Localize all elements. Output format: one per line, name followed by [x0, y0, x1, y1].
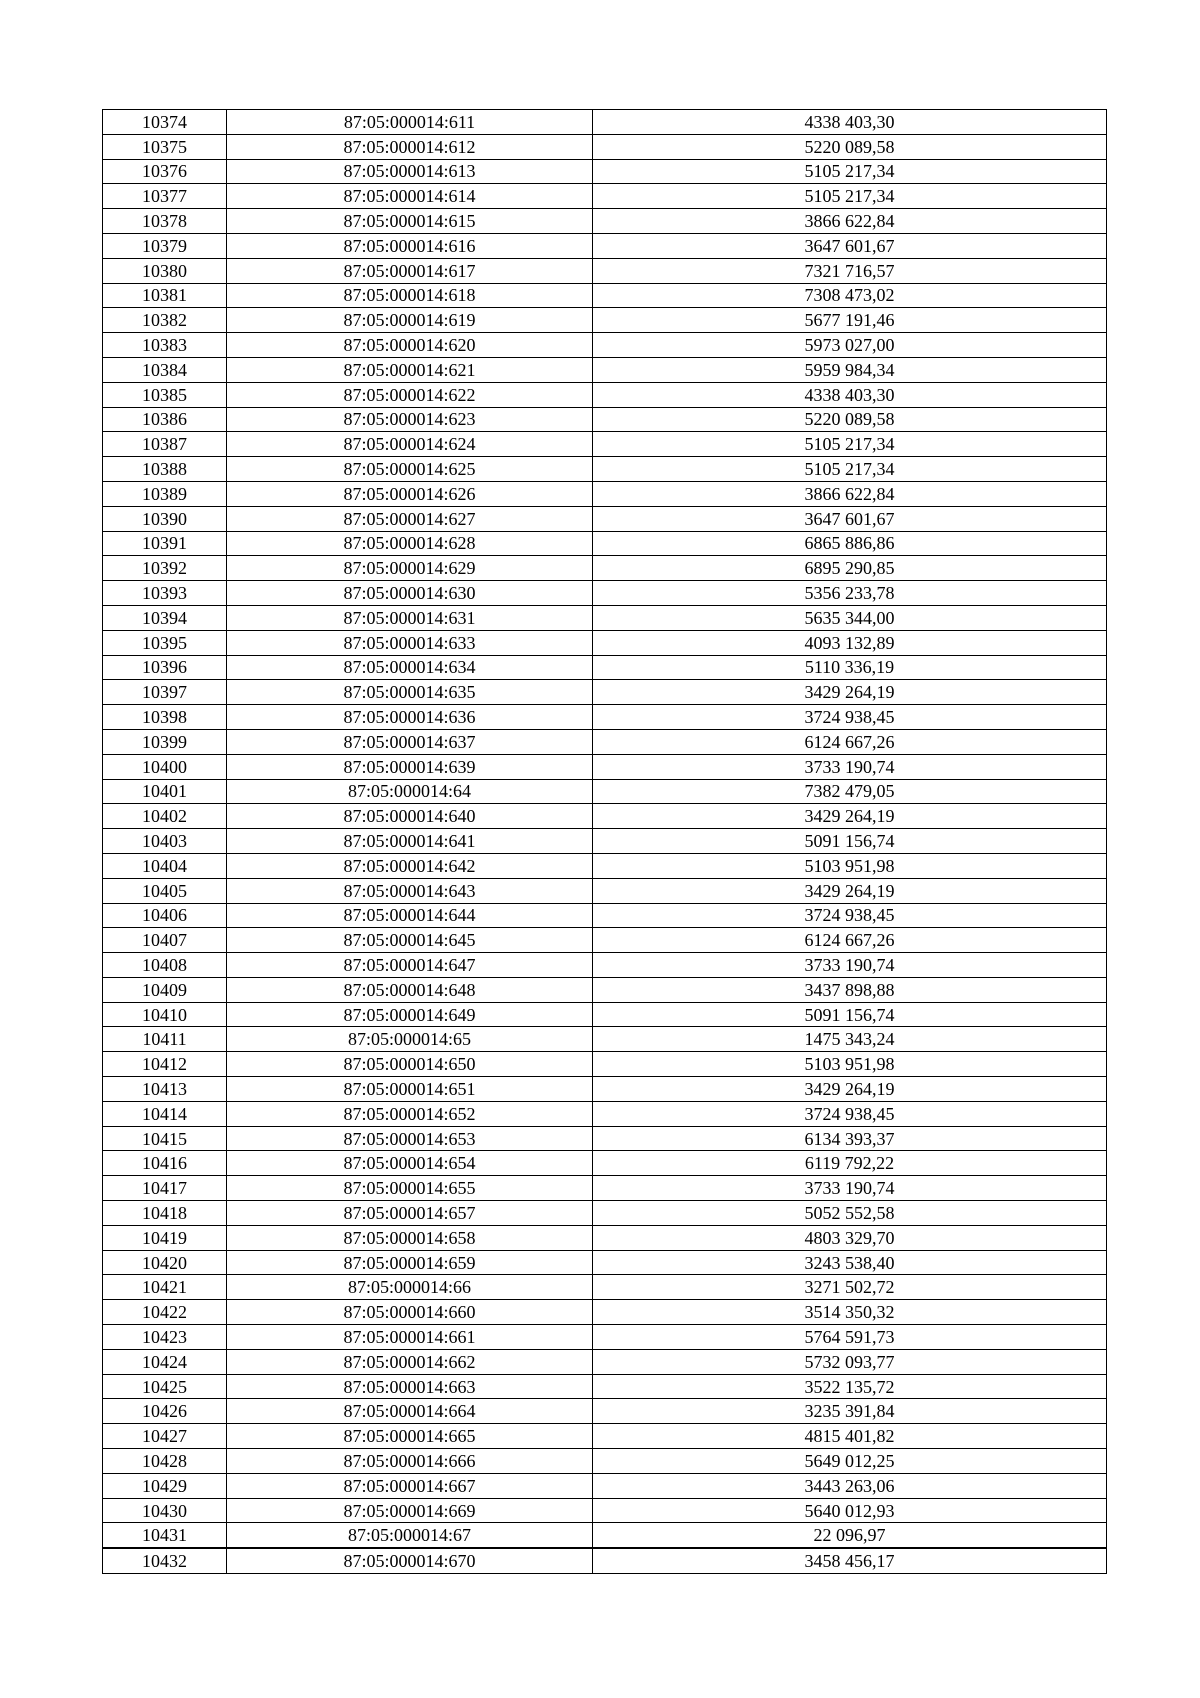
cadastral-value-cell: 6119 792,22: [593, 1151, 1107, 1176]
cadastral-number-cell: 87:05:000014:620: [227, 333, 593, 358]
row-number-cell: 10424: [103, 1349, 227, 1374]
row-number-cell: 10396: [103, 655, 227, 680]
row-number-cell: 10392: [103, 556, 227, 581]
row-number-cell: 10375: [103, 134, 227, 159]
row-number-cell: 10382: [103, 308, 227, 333]
table-row: [103, 829, 1107, 854]
row-number-cell: 10419: [103, 1225, 227, 1250]
table-row: [103, 233, 1107, 258]
table-row: [103, 779, 1107, 804]
cadastral-number-cell: 87:05:000014:651: [227, 1077, 593, 1102]
cadastral-number-cell: 87:05:000014:611: [227, 110, 593, 135]
table-row: [103, 209, 1107, 234]
cadastral-number-cell: 87:05:000014:643: [227, 878, 593, 903]
table-row: [103, 258, 1107, 283]
cadastral-number-cell: 87:05:000014:639: [227, 754, 593, 779]
row-number-cell: 10421: [103, 1275, 227, 1300]
cadastral-value-cell: 6895 290,85: [593, 556, 1107, 581]
row-number-cell: 10410: [103, 1002, 227, 1027]
cadastral-value-cell: 6124 667,26: [593, 729, 1107, 754]
row-number-cell: 10432: [103, 1548, 227, 1573]
cadastral-value-cell: 5356 233,78: [593, 581, 1107, 606]
cadastral-value-cell: 3429 264,19: [593, 878, 1107, 903]
table-row: [103, 1473, 1107, 1498]
row-number-cell: 10386: [103, 407, 227, 432]
cadastral-number-cell: 87:05:000014:647: [227, 953, 593, 978]
cadastral-value-cell: 3522 135,72: [593, 1374, 1107, 1399]
cadastral-number-cell: 87:05:000014:634: [227, 655, 593, 680]
cadastral-value-cell: 3235 391,84: [593, 1399, 1107, 1424]
cadastral-number-cell: 87:05:000014:642: [227, 853, 593, 878]
row-number-cell: 10408: [103, 953, 227, 978]
row-number-cell: 10416: [103, 1151, 227, 1176]
cadastral-number-cell: 87:05:000014:623: [227, 407, 593, 432]
table-row: [103, 804, 1107, 829]
cadastral-number-cell: 87:05:000014:670: [227, 1548, 593, 1573]
row-number-cell: 10388: [103, 457, 227, 482]
cadastral-number-cell: 87:05:000014:649: [227, 1002, 593, 1027]
cadastral-value-cell: 3724 938,45: [593, 903, 1107, 928]
cadastral-value-cell: 5103 951,98: [593, 853, 1107, 878]
table-row: [103, 333, 1107, 358]
cadastral-value-cell: 3429 264,19: [593, 1077, 1107, 1102]
table-row: [103, 1325, 1107, 1350]
cadastral-value-cell: 7382 479,05: [593, 779, 1107, 804]
cadastral-value-cell: 5635 344,00: [593, 605, 1107, 630]
cadastral-number-cell: 87:05:000014:669: [227, 1498, 593, 1523]
table-row: [103, 1498, 1107, 1523]
table-row: [103, 1052, 1107, 1077]
table-row: [103, 1002, 1107, 1027]
cadastral-number-cell: 87:05:000014:624: [227, 432, 593, 457]
cadastral-value-cell: 3724 938,45: [593, 705, 1107, 730]
cadastral-value-cell: 7308 473,02: [593, 283, 1107, 308]
table-row: [103, 134, 1107, 159]
row-number-cell: 10385: [103, 382, 227, 407]
table-row: [103, 878, 1107, 903]
table-row: [103, 1548, 1107, 1573]
cadastral-value-cell: 3243 538,40: [593, 1250, 1107, 1275]
cadastral-number-cell: 87:05:000014:633: [227, 630, 593, 655]
row-number-cell: 10405: [103, 878, 227, 903]
cadastral-value-cell: 3647 601,67: [593, 506, 1107, 531]
table-row: [103, 1126, 1107, 1151]
cadastral-value-cell: 3733 190,74: [593, 1176, 1107, 1201]
cadastral-value-cell: 3514 350,32: [593, 1300, 1107, 1325]
cadastral-number-cell: 87:05:000014:636: [227, 705, 593, 730]
table-row: [103, 1374, 1107, 1399]
table-row: [103, 705, 1107, 730]
cadastral-number-cell: 87:05:000014:644: [227, 903, 593, 928]
cadastral-value-cell: 5649 012,25: [593, 1449, 1107, 1474]
cadastral-number-cell: 87:05:000014:627: [227, 506, 593, 531]
cadastral-number-cell: 87:05:000014:665: [227, 1424, 593, 1449]
cadastral-value-cell: 5103 951,98: [593, 1052, 1107, 1077]
cadastral-value-cell: 3724 938,45: [593, 1101, 1107, 1126]
table-row: [103, 432, 1107, 457]
cadastral-value-cell: 4803 329,70: [593, 1225, 1107, 1250]
table-row: [103, 605, 1107, 630]
row-number-cell: 10391: [103, 531, 227, 556]
row-number-cell: 10403: [103, 829, 227, 854]
table-row: [103, 655, 1107, 680]
row-number-cell: 10398: [103, 705, 227, 730]
table-row: [103, 556, 1107, 581]
row-number-cell: 10428: [103, 1449, 227, 1474]
row-number-cell: 10379: [103, 233, 227, 258]
row-number-cell: 10427: [103, 1424, 227, 1449]
table-row: [103, 581, 1107, 606]
row-number-cell: 10394: [103, 605, 227, 630]
cadastral-number-cell: 87:05:000014:648: [227, 977, 593, 1002]
cadastral-number-cell: 87:05:000014:664: [227, 1399, 593, 1424]
cadastral-number-cell: 87:05:000014:635: [227, 680, 593, 705]
row-number-cell: 10430: [103, 1498, 227, 1523]
row-number-cell: 10380: [103, 258, 227, 283]
cadastral-value-cell: 4338 403,30: [593, 382, 1107, 407]
row-number-cell: 10377: [103, 184, 227, 209]
cadastral-value-cell: 3866 622,84: [593, 481, 1107, 506]
cadastral-value-cell: 5677 191,46: [593, 308, 1107, 333]
cadastral-number-cell: 87:05:000014:661: [227, 1325, 593, 1350]
cadastral-value-cell: 5091 156,74: [593, 829, 1107, 854]
table-row: [103, 853, 1107, 878]
cadastral-number-cell: 87:05:000014:662: [227, 1349, 593, 1374]
cadastral-value-cell: 3437 898,88: [593, 977, 1107, 1002]
row-number-cell: 10404: [103, 853, 227, 878]
cadastral-value-cell: 1475 343,24: [593, 1027, 1107, 1052]
row-number-cell: 10389: [103, 481, 227, 506]
cadastral-number-cell: 87:05:000014:645: [227, 928, 593, 953]
cadastral-value-cell: 3647 601,67: [593, 233, 1107, 258]
table-row: [103, 1101, 1107, 1126]
row-number-cell: 10390: [103, 506, 227, 531]
cadastral-number-cell: 87:05:000014:626: [227, 481, 593, 506]
cadastral-value-table: [102, 109, 1107, 1574]
cadastral-value-cell: 5764 591,73: [593, 1325, 1107, 1350]
table-row: [103, 1176, 1107, 1201]
cadastral-number-cell: 87:05:000014:65: [227, 1027, 593, 1052]
table-row: [103, 159, 1107, 184]
row-number-cell: 10393: [103, 581, 227, 606]
cadastral-number-cell: 87:05:000014:667: [227, 1473, 593, 1498]
table-row: [103, 903, 1107, 928]
cadastral-number-cell: 87:05:000014:631: [227, 605, 593, 630]
table-row: [103, 1027, 1107, 1052]
cadastral-value-cell: 3443 263,06: [593, 1473, 1107, 1498]
cadastral-value-cell: 5052 552,58: [593, 1201, 1107, 1226]
row-number-cell: 10417: [103, 1176, 227, 1201]
table-row: [103, 506, 1107, 531]
cadastral-value-cell: 6865 886,86: [593, 531, 1107, 556]
row-number-cell: 10425: [103, 1374, 227, 1399]
cadastral-number-cell: 87:05:000014:663: [227, 1374, 593, 1399]
table-row: [103, 1449, 1107, 1474]
table-row: [103, 977, 1107, 1002]
cadastral-number-cell: 87:05:000014:658: [227, 1225, 593, 1250]
row-number-cell: 10409: [103, 977, 227, 1002]
cadastral-value-cell: 5973 027,00: [593, 333, 1107, 358]
cadastral-number-cell: 87:05:000014:657: [227, 1201, 593, 1226]
table-row: [103, 184, 1107, 209]
cadastral-number-cell: 87:05:000014:628: [227, 531, 593, 556]
table-row: [103, 1424, 1107, 1449]
cadastral-value-cell: 5105 217,34: [593, 457, 1107, 482]
table-row: [103, 481, 1107, 506]
row-number-cell: 10383: [103, 333, 227, 358]
cadastral-number-cell: 87:05:000014:621: [227, 357, 593, 382]
row-number-cell: 10384: [103, 357, 227, 382]
row-number-cell: 10374: [103, 110, 227, 135]
row-number-cell: 10387: [103, 432, 227, 457]
cadastral-value-cell: 5220 089,58: [593, 134, 1107, 159]
cadastral-value-cell: 5105 217,34: [593, 184, 1107, 209]
cadastral-value-cell: 5105 217,34: [593, 432, 1107, 457]
table-row: [103, 308, 1107, 333]
row-number-cell: 10376: [103, 159, 227, 184]
table-row: [103, 283, 1107, 308]
cadastral-number-cell: 87:05:000014:614: [227, 184, 593, 209]
cadastral-number-cell: 87:05:000014:640: [227, 804, 593, 829]
cadastral-number-cell: 87:05:000014:660: [227, 1300, 593, 1325]
cadastral-value-cell: 3733 190,74: [593, 754, 1107, 779]
cadastral-value-cell: 5091 156,74: [593, 1002, 1107, 1027]
table-row: [103, 1349, 1107, 1374]
cadastral-number-cell: 87:05:000014:654: [227, 1151, 593, 1176]
row-number-cell: 10426: [103, 1399, 227, 1424]
row-number-cell: 10423: [103, 1325, 227, 1350]
cadastral-number-cell: 87:05:000014:618: [227, 283, 593, 308]
table-row: [103, 680, 1107, 705]
row-number-cell: 10411: [103, 1027, 227, 1052]
cadastral-number-cell: 87:05:000014:616: [227, 233, 593, 258]
table-row: [103, 382, 1107, 407]
cadastral-value-cell: 6134 393,37: [593, 1126, 1107, 1151]
cadastral-value-cell: 4815 401,82: [593, 1424, 1107, 1449]
cadastral-number-cell: 87:05:000014:666: [227, 1449, 593, 1474]
cadastral-value-cell: 5110 336,19: [593, 655, 1107, 680]
cadastral-value-cell: 3458 456,17: [593, 1548, 1107, 1573]
row-number-cell: 10406: [103, 903, 227, 928]
cadastral-number-cell: 87:05:000014:650: [227, 1052, 593, 1077]
cadastral-number-cell: 87:05:000014:613: [227, 159, 593, 184]
table-row: [103, 1275, 1107, 1300]
cadastral-number-cell: 87:05:000014:653: [227, 1126, 593, 1151]
table-row: [103, 1151, 1107, 1176]
row-number-cell: 10412: [103, 1052, 227, 1077]
cadastral-value-cell: 5732 093,77: [593, 1349, 1107, 1374]
row-number-cell: 10431: [103, 1523, 227, 1548]
cadastral-number-cell: 87:05:000014:625: [227, 457, 593, 482]
cadastral-number-cell: 87:05:000014:659: [227, 1250, 593, 1275]
cadastral-value-cell: 6124 667,26: [593, 928, 1107, 953]
table-body: [103, 110, 1107, 1574]
cadastral-value-cell: 5959 984,34: [593, 357, 1107, 382]
cadastral-number-cell: 87:05:000014:641: [227, 829, 593, 854]
table-row: [103, 110, 1107, 135]
table-row: [103, 357, 1107, 382]
cadastral-number-cell: 87:05:000014:67: [227, 1523, 593, 1548]
row-number-cell: 10407: [103, 928, 227, 953]
row-number-cell: 10399: [103, 729, 227, 754]
table-row: [103, 407, 1107, 432]
cadastral-number-cell: 87:05:000014:617: [227, 258, 593, 283]
cadastral-value-cell: 3429 264,19: [593, 804, 1107, 829]
row-number-cell: 10397: [103, 680, 227, 705]
cadastral-number-cell: 87:05:000014:619: [227, 308, 593, 333]
row-number-cell: 10414: [103, 1101, 227, 1126]
table-row: [103, 1399, 1107, 1424]
row-number-cell: 10400: [103, 754, 227, 779]
table-row: [103, 1300, 1107, 1325]
table-row: [103, 1523, 1107, 1548]
row-number-cell: 10422: [103, 1300, 227, 1325]
cadastral-value-cell: 5640 012,93: [593, 1498, 1107, 1523]
table-row: [103, 928, 1107, 953]
cadastral-value-cell: 5105 217,34: [593, 159, 1107, 184]
cadastral-number-cell: 87:05:000014:637: [227, 729, 593, 754]
row-number-cell: 10381: [103, 283, 227, 308]
table-row: [103, 1225, 1107, 1250]
table-row: [103, 1201, 1107, 1226]
table-row: [103, 1077, 1107, 1102]
cadastral-number-cell: 87:05:000014:622: [227, 382, 593, 407]
cadastral-number-cell: 87:05:000014:615: [227, 209, 593, 234]
cadastral-value-cell: 3866 622,84: [593, 209, 1107, 234]
cadastral-value-cell: 3733 190,74: [593, 953, 1107, 978]
table-row: [103, 729, 1107, 754]
cadastral-number-cell: 87:05:000014:655: [227, 1176, 593, 1201]
cadastral-value-cell: 7321 716,57: [593, 258, 1107, 283]
row-number-cell: 10402: [103, 804, 227, 829]
cadastral-value-cell: 22 096,97: [593, 1523, 1107, 1548]
row-number-cell: 10420: [103, 1250, 227, 1275]
table-row: [103, 953, 1107, 978]
cadastral-number-cell: 87:05:000014:630: [227, 581, 593, 606]
table-row: [103, 531, 1107, 556]
row-number-cell: 10378: [103, 209, 227, 234]
table-row: [103, 457, 1107, 482]
row-number-cell: 10418: [103, 1201, 227, 1226]
row-number-cell: 10429: [103, 1473, 227, 1498]
cadastral-number-cell: 87:05:000014:66: [227, 1275, 593, 1300]
cadastral-value-cell: 4093 132,89: [593, 630, 1107, 655]
cadastral-number-cell: 87:05:000014:64: [227, 779, 593, 804]
cadastral-value-cell: 3429 264,19: [593, 680, 1107, 705]
row-number-cell: 10413: [103, 1077, 227, 1102]
table-row: [103, 754, 1107, 779]
table-row: [103, 1250, 1107, 1275]
cadastral-number-cell: 87:05:000014:629: [227, 556, 593, 581]
row-number-cell: 10401: [103, 779, 227, 804]
cadastral-number-cell: 87:05:000014:612: [227, 134, 593, 159]
row-number-cell: 10415: [103, 1126, 227, 1151]
cadastral-value-cell: 5220 089,58: [593, 407, 1107, 432]
table-row: [103, 630, 1107, 655]
row-number-cell: 10395: [103, 630, 227, 655]
cadastral-value-cell: 4338 403,30: [593, 110, 1107, 135]
cadastral-value-cell: 3271 502,72: [593, 1275, 1107, 1300]
cadastral-number-cell: 87:05:000014:652: [227, 1101, 593, 1126]
